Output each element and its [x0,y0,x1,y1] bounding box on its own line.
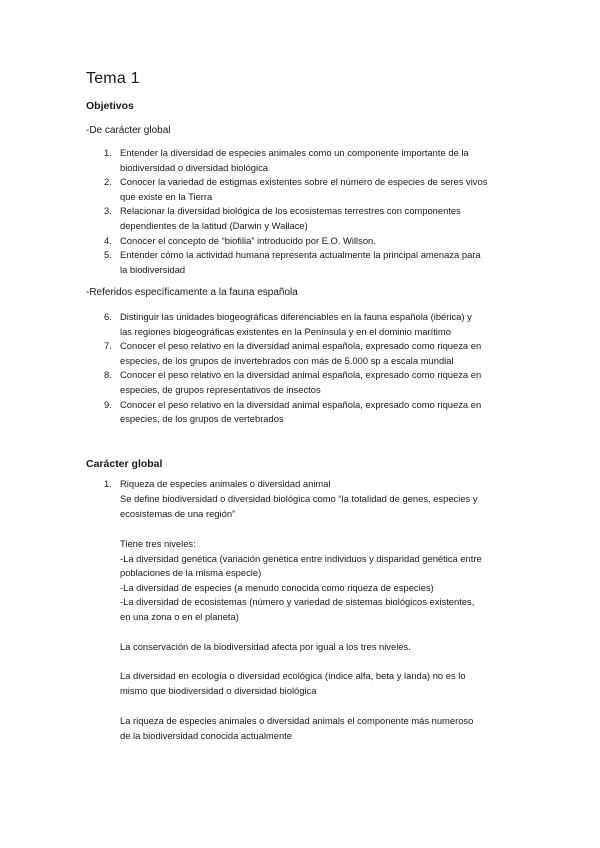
paragraph-line: de la biodiversidad conocida actualmente [120,729,292,741]
fauna-objectives-list [86,310,516,427]
paragraph-line: mismo que biodiversidad o diversidad biológica [120,684,317,696]
paragraph-line: -La diversidad genética (variación genética entre individuos y disparidad genética entre [120,552,482,564]
item-line: Conocer el peso relativo en la diversidad animal española, expresado como riqueza en [120,340,482,352]
conservation-paragraph: La conservación de la biodiversidad afecta por igual a los tres niveles. [120,641,411,652]
item-line: Conocer el peso relativo en la diversidad animal española, expresado como riqueza en [120,369,482,381]
list-item [86,175,516,204]
caracter-global-list [86,477,516,492]
item-line: dependientes de la latitud (Darwin y Wallace) [120,219,308,231]
caracter-global-heading: Carácter global [86,458,163,470]
list-item [86,146,516,175]
item-number: 1. [104,147,112,158]
paragraph-line: Tiene tres niveles: [120,538,196,549]
global-objectives-list [86,146,516,277]
item-line: Relacionar la diversidad biológica de los ecosistemas terrestres con componentes [120,205,461,217]
list-item [86,234,516,249]
list-item [86,368,516,397]
item-line: las regiones biogeográficas existentes en la Península y en el dominio marítimo [120,325,451,337]
item-number: 9. [104,398,112,410]
item-line: especies, de los grupos de vertebrados [120,413,284,425]
paragraph-line: en una zona o en el planeta) [120,610,239,622]
item-text: Riqueza de especies animales o diversidad animal [120,478,331,489]
item-number: 2. [104,176,112,188]
global-subheading: -De carácter global [86,125,171,136]
item-line: Entender la diversidad de especies animales como un componente importante de la [120,147,469,158]
definition-paragraph [120,492,520,521]
richness-paragraph [120,714,520,743]
item-line: Entender cómo la actividad humana representa actualmente la principal amenaza para [120,249,481,261]
list-item [86,204,516,233]
item-number: 4. [104,234,112,246]
paragraph-line: La riqueza de especies animales o diversidad animals el componente más numeroso [120,715,474,726]
list-item [86,310,516,339]
item-number: 5. [104,249,112,261]
objectives-heading: Objetivos [86,100,134,112]
item-line: la biodiversidad [120,263,186,275]
item-number: 1. [104,478,112,489]
paragraph-line: poblaciones de la misma especie) [120,567,262,579]
paragraph-line: -La diversidad de ecosistemas (número y variedad de sistemas biológicos existentes, [120,596,475,608]
item-line: especies, de grupos representativos de insectos [120,383,321,395]
ecology-paragraph [120,669,520,698]
item-line: Conocer el concepto de “biofilia” introducido por E.O. Willson. [120,234,376,246]
list-item [86,339,516,368]
list-item [86,398,516,427]
item-line: Distinguir las unidades biogeográficas diferenciables en la fauna española (ibérica) y [120,311,472,322]
item-number: 8. [104,369,112,381]
item-line: Conocer el peso relativo en la diversidad animal española, expresado como riqueza en [120,398,482,410]
paragraph-line: ecosistemas de una región” [120,507,236,519]
list-item [86,248,516,277]
fauna-subheading: -Referidos específicamente a la fauna española [86,287,298,298]
item-number: 3. [104,205,112,217]
item-line: especies, de los grupos de invertebrados con más de 5.000 sp a escala mundial [120,354,454,366]
page-title: Tema 1 [86,70,140,87]
item-number: 6. [104,311,112,322]
levels-paragraph [120,537,520,625]
item-number: 7. [104,340,112,352]
paragraph-line: -La diversidad de especies (a menudo conocida como riqueza de especies) [120,581,434,593]
item-line: biodiversidad o diversidad biológica [120,161,269,173]
item-line: que existe en la Tierra [120,190,213,202]
paragraph-line: Se define biodiversidad o diversidad biológica como “la totalidad de genes, especies y [120,493,478,504]
item-line: Conocer la variedad de estigmas existentes sobre el número de especies de seres vivos [120,176,488,188]
paragraph-line: La diversidad en ecología o diversidad ecológica (índice alfa, beta y landa) no es lo [120,670,466,681]
list-item [86,477,516,492]
